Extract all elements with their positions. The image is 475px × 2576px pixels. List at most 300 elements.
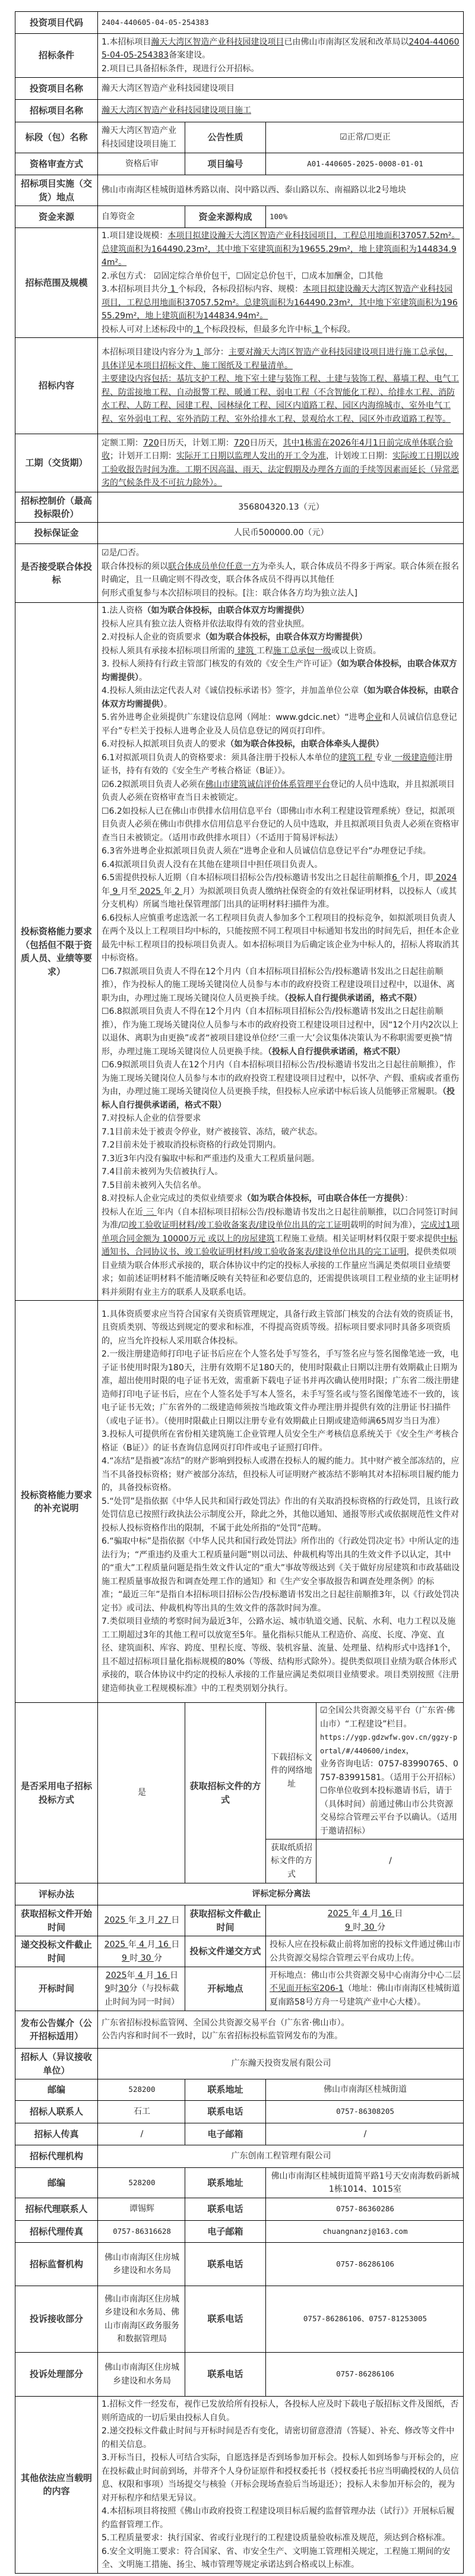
text-segment: 个标段投标，但最多允许中标: [203, 324, 312, 334]
row-scope: [15, 228, 464, 338]
notice-nature-checkbox: ☑正常/☐更正: [266, 122, 464, 153]
text-segment: 分（与投标截止时间为同一时间）: [104, 1984, 179, 2007]
opening-time: [98, 1967, 185, 2011]
paragraph: [102, 1615, 461, 1695]
label: 投标保证金: [15, 523, 98, 544]
text-segment: 个标段。: [322, 324, 356, 334]
paragraph: [102, 711, 461, 738]
paragraph: [102, 2505, 461, 2531]
underlined-segment: 9: [121, 1953, 130, 1963]
text-segment: 年: [351, 1909, 360, 1918]
text-segment: 年: [128, 1940, 137, 1949]
text-segment: ，计划竣工日期：: [326, 451, 392, 461]
tenderer-phone: 0757-86308205: [266, 2101, 464, 2123]
underlined-segment: 企业: [365, 713, 382, 722]
paragraph: [102, 1058, 461, 1112]
row-deposit: [15, 523, 464, 544]
text-segment: ，提供类似项目业绩为联合体形式承接的，联合体协议中约定的投标人承接的工作量应当满足类似项目业绩要求；如前述证明材料不能清晰反映有关特征和必要信息的，还需提供该项目工程业绩的业主证明材料并须附有业主方的联系人及联系电话。: [102, 1247, 459, 1297]
label: 工期（交货期）: [15, 434, 98, 492]
underlined-segment: 本项目拟建设瀚天大湾区智造产业科技园项目，工程总用地面积37057.52m²。总建筑面积为164490.23m²，其中地下室建筑面积为19655.29m²，地上建筑面积为144834.94m²。: [102, 231, 460, 267]
text-segment: 3.本招标项目共分: [102, 285, 168, 294]
row-agency-zip: [15, 2168, 464, 2198]
text-segment: 日历天，: [249, 438, 283, 448]
bold-segment: （如为联合体投标，由联合体牵头人提供）: [226, 739, 384, 749]
text-segment: ☐6.2如投标人已在佛山市供排水信用信息平台（即佛山市水利工程建设管理系统）登记，拟派项目负责人必须在佛山市供排水信用信息平台登记的人员中选取，并且拟派项目负责人必须在资格审查当日未被锁定。（适用市政供排水项目）（不适用于简易评标法）: [102, 806, 459, 843]
paragraph: [102, 1952, 182, 1965]
paragraph: [102, 845, 461, 858]
text-segment: 分: [154, 1953, 163, 1963]
electronic-value: 是: [98, 1703, 185, 1883]
text-segment: 日: [171, 1940, 180, 1949]
paragraph: [102, 1206, 461, 1300]
paragraph: [320, 1758, 461, 1784]
text-segment: 2.项目已具备招标条件，现进行公开招标。: [102, 64, 259, 74]
text-segment: 分: [377, 1922, 386, 1932]
underlined-segment: 主要对瀚天大湾区智造产业科技园建设项目进行施工总承包，具体详见本项目招标文件、施工图纸及工程量清单。: [102, 347, 453, 371]
label: 联系地址: [185, 2168, 266, 2198]
label: 投标文件递交方式: [185, 1936, 266, 1967]
paragraph: [102, 1982, 182, 2009]
invest-name-value: 瀚天大湾区智造产业科技园建设项目: [98, 78, 464, 100]
row-tenderer-contact: [15, 2101, 464, 2123]
text-segment: ：: [404, 1194, 413, 1203]
text-segment: 7.对投标人企业的信誉要求: [102, 1114, 201, 1123]
label: 开标时间: [15, 1967, 98, 2011]
text-segment: 5.省外进粤企业须提供广东建设信息网（网址：www.gdcic.net）“进粤: [102, 713, 366, 722]
paragraph: [102, 618, 461, 631]
underlined-segment: 竣工验收证明材料/竣工验收备案表/建设单位出具的完工证明: [128, 1221, 350, 1230]
underlined-segment: 9: [344, 1922, 353, 1932]
paragraph: [102, 1165, 461, 1179]
paragraph: [102, 751, 461, 778]
row-agency-contact: [15, 2198, 464, 2221]
text-segment: ，: [406, 1746, 414, 1756]
label: 资金来源: [15, 206, 98, 228]
text-segment: 3.投标人可提供所在省份相关建筑施工企业管理人员安全生产考核信息系统关于《安全生产考核合格证（B证）》的证书查询信息网页打印件或电子证照打印件。: [102, 1430, 459, 1453]
text-segment: 月: [145, 1970, 154, 1980]
row-consortium: [15, 544, 464, 603]
text-segment: 时: [353, 1922, 362, 1932]
text-segment: 备案建设。: [169, 50, 211, 61]
bold-segment: （投标人自行提供承诺函，格式不限）: [102, 1087, 455, 1110]
text-segment: 联合体投标的须以: [102, 561, 168, 571]
label: 招标条件: [15, 34, 98, 78]
underlined-segment: 2025: [137, 886, 164, 896]
underlined-segment: 3: [136, 1916, 147, 1926]
underlined-segment: 本项目拟建设瀚天大湾区智造产业科技园项目，工程总用地面积37057.52m²。总建筑面积为164490.23m²，其中地下室建筑面积为19655.29m²，地上建筑面积为144834.94m²。: [102, 285, 458, 321]
underlined-segment: 不见面开标室206-1: [270, 1984, 344, 1994]
bold-segment: （如为联合体投标，由联合体双方均需提供）: [102, 686, 459, 709]
paragraph: [102, 1112, 461, 1126]
row-control-price: [15, 492, 464, 523]
row-obtain-time: [15, 1905, 464, 1936]
text-segment: 6.对投标人拟派项目负责人的要求: [102, 739, 226, 749]
text-segment: 为牵头人，联合体成员不得多于两家。联合体须在报名时确定，且一旦确定则不得改变，联合体各成员不得再以其他任: [102, 561, 459, 584]
text-segment: 4.投标人须由法定代表人对《诚信投标承诺书》签字，并加盖单位公章: [102, 686, 359, 696]
bold-segment: （如为联合体投标，可由联合体任一方提供）: [242, 1194, 405, 1203]
paragraph: [102, 1308, 461, 1348]
underlined-segment: 720: [143, 438, 159, 448]
supplement-value: [98, 1301, 464, 1703]
text-segment: 已由佛山市南海区发展和改革局以: [284, 37, 409, 47]
funding-value: 自筹资金: [98, 206, 185, 228]
text-segment: ；计划开工日期：: [110, 451, 176, 461]
agency-zip: 528200: [98, 2168, 185, 2198]
paragraph: [102, 644, 461, 658]
label: 下载招标文件的网络地址: [266, 1703, 316, 1839]
label: 公告性质: [185, 122, 266, 153]
row-duration: [15, 434, 464, 492]
text-segment: 7.1目前未处于被责令停业，财产被接管、冻结，破产状态。: [102, 1127, 323, 1137]
text-segment: 定额工期：: [102, 438, 143, 448]
label: 招标代理机构: [15, 2145, 98, 2168]
underlined-segment: 其中1栋需在2026年4月1日前完成单体联合验收: [102, 438, 453, 461]
paragraph: [102, 1914, 182, 1927]
row-qualification: [15, 603, 464, 1301]
underlined-segment: 一级建造师: [391, 753, 436, 763]
row-agency-fax: [15, 2221, 464, 2243]
text-segment: 。: [164, 699, 172, 709]
underlined-segment: 三: [143, 1207, 157, 1217]
row-evaluation: [15, 1883, 464, 1905]
obtain-end-time: [266, 1905, 464, 1936]
label: 投标资格能力要求（包括但不限于资质人员、业绩等要求）: [15, 603, 98, 1301]
underlined-segment: 30: [361, 1922, 378, 1932]
paragraph: [102, 283, 461, 323]
text-segment: 2.承包方式： ☑固定综合单价包干，☐固定总价包干，☐成本加酬金，☐其他: [102, 271, 384, 281]
label: 投诉处理部分: [15, 2353, 98, 2397]
bold-segment: （如为联合体投标，由联合体双方均需提供）: [102, 659, 457, 682]
label: 项目编号: [185, 153, 266, 175]
label: 投诉接收部分: [15, 2286, 98, 2353]
tender-name-value: 瀚天大湾区智造产业科技园建设项目施工: [102, 106, 251, 116]
paragraph: [102, 1139, 461, 1152]
row-review: [15, 153, 464, 175]
evaluation-value: 评标定标分离法: [98, 1883, 464, 1905]
text-segment: 6.“骗取中标”是指依据《中华人民共和国行政处罚法》所作出的《行政处罚决定书》中所认定的违法行为；“严重违约及重大工程质量问题”则以司法、仲裁机构等出具的生效文件予以认定，其中的“重大”工程质量问题是指生效文件认定的“重大”事故等级达到《关于做好房屋建筑和市政基础设施工程质量事故报告和调查处理工作的通知》和《生产安全事故报告和调查处理条例》的标准；“最近三年”是指自本招标项目招标公告/投标邀请书发出之日起往前顺推3年，以《行政处罚决定书》或司法、仲裁机构等出具的生效文件的落款时间为准。: [102, 1537, 460, 1613]
agency-email[interactable]: chuangnanzj@163.com: [266, 2221, 464, 2243]
paragraph: [102, 778, 461, 805]
location-value: 佛山市南海区桂城街道林秀路以南、岗中路以西、泰山路以东、南福路以北2号地块: [98, 175, 464, 206]
text-segment: 本招标项目建设内容分为: [102, 347, 193, 357]
text-segment: 专业: [375, 753, 392, 763]
underlined-segment: 1: [167, 285, 179, 294]
label: 招标项目实施（交货）地点: [15, 175, 98, 206]
complaint-receive-value: 佛山市南海区住房城乡建设和水务局、佛山市南海区政务服务和数据管理局: [98, 2286, 185, 2353]
project-number: A01-440605-2025-0008-01-01: [266, 153, 464, 175]
label: 联系电话: [185, 2286, 266, 2353]
underlined-segment: 30: [138, 1953, 154, 1963]
row-submit: [15, 1936, 464, 1967]
text-segment: 日: [394, 1909, 403, 1918]
text-segment: 年: [126, 1970, 135, 1980]
underlined-segment: 中标通知书、合同协议书、竣工验收证明材料/竣工验收备案表/建设单位出具的完工证明: [102, 1234, 458, 1257]
label: 招标控制价（最高投标限价）: [15, 492, 98, 523]
label: 其他依法应当载明的内容: [15, 2397, 98, 2574]
text-segment: 1.本招标项目: [102, 37, 151, 47]
paragraph: [102, 1126, 461, 1139]
underlined-segment: 27: [155, 1916, 172, 1926]
complaint-handle-phone: 0757-86286106: [266, 2353, 464, 2397]
row-supervision: [15, 2243, 464, 2286]
row-project-code: [15, 12, 464, 34]
agency-fax: 0757-86316628: [98, 2221, 185, 2243]
text-segment: 年: [102, 886, 110, 896]
row-electronic: [15, 1703, 464, 1839]
underlined-segment: 4: [135, 1970, 146, 1980]
text-segment: 广东省招标投标监管网、全国公共资源交易平台（广东省·佛山市）。: [102, 2018, 350, 2028]
text-segment: 6.3省外进粤企业拟派项目负责人须在“进粤企业和人员诚信信息登记平台”办理登记手续。: [102, 846, 431, 856]
submit-method: 投标人应在投标截止前将加密的投标文件通过佛山市公共资源交易综合管理云平台成功上传。: [266, 1936, 464, 1967]
text-segment: 2.递交投标文件截止时间与开标时间是否有变化，请密切留意澄清（答疑）、补充、修改等文件中的相关信息。: [102, 2426, 455, 2449]
text-segment: ☐你单位收到本投标邀请书后，请于（具体时间）前通过佛山市公共资源交易综合管理云平台予以确认。（适用于邀请招标）: [320, 1786, 457, 1836]
label: 资格审查方式: [15, 153, 98, 175]
underlined-segment: 6: [391, 873, 400, 883]
label: 招标人联系人: [15, 2101, 98, 2123]
underlined-segment: 2025: [105, 1970, 127, 1980]
paragraph: [102, 1005, 461, 1058]
paragraph: [102, 1938, 182, 1952]
text-segment: 部分：: [203, 347, 229, 357]
text-segment: 日: [171, 1916, 180, 1926]
underlined-segment: 16: [155, 1940, 172, 1949]
label: 投资项目代码: [15, 12, 98, 34]
row-complaint-receive: [15, 2286, 464, 2353]
text-segment: 工程施工业绩。相关证明材料仅限于要求提供: [274, 1234, 441, 1244]
paragraph: [320, 1704, 461, 1731]
paragraph: [102, 437, 461, 490]
label: 电子邮箱: [185, 2221, 266, 2243]
label: 获取招标文件截止时间: [185, 1905, 266, 1936]
consortium-value: [98, 544, 464, 603]
row-agency: [15, 2145, 464, 2168]
paragraph: [102, 2030, 461, 2043]
content-value: [98, 338, 464, 434]
paragraph: [102, 965, 461, 1006]
paper-docs-value: /: [316, 1839, 464, 1883]
label: 联系电话: [185, 2198, 266, 2221]
paragraph: [102, 546, 461, 560]
paragraph: [102, 2451, 461, 2505]
underlined-segment: 1: [193, 324, 204, 334]
bold-segment: （投标人自行提供承诺函，格式不限）: [268, 1047, 405, 1057]
underlined-segment: 1: [193, 347, 204, 357]
text-segment: 投标人应具有独立法人资格并依法取得有效的营业执照。: [102, 619, 309, 629]
underlined-segment: 实际竣工日期以竣工验收报告时间为准。工期不因高温、雨天、法定假期及办理各方面的手续等因素而延长（异常恶劣的气候条件及不可抗力除外）。: [102, 451, 459, 488]
paragraph: [102, 912, 461, 965]
text-segment: 投标人须具有承接本招标项目所需的: [102, 646, 235, 656]
underlined-segment: 2: [172, 886, 183, 896]
text-segment: 6.5需提供投标人近期（自本招标项目招标公告/投标邀请书发出之日起往前顺推: [102, 873, 392, 883]
paragraph: [102, 270, 461, 283]
label: 招标代理联系人: [15, 2198, 98, 2221]
text-segment: 月: [147, 1940, 156, 1949]
text-segment: 4.本招标项目将按照《佛山市政府投资工程建设项目标后履约监督管理办法（试行）》开展标后履约监督管理工作。: [102, 2507, 455, 2530]
underlined-segment: 2025: [104, 1916, 128, 1926]
text-segment: 8.对投标人企业完成过的类似业绩要求: [102, 1194, 243, 1203]
label: 标段（包）名称: [15, 122, 98, 153]
tenderer-contact: 石工: [98, 2101, 185, 2123]
text-segment: 日: [170, 1970, 179, 1980]
text-segment: 3.开标当日，投标人可结合实际，自愿选择是否到场参加开标会。投标人如到场参与开标会的，应在投标截止时间前到场，并带齐个人身份证原件和授权委托书（授权委托书应当明确授权的人员信息、权限和事项）当场提交与核验（开标会现场查验后当场退还）；投标人未参加开标会的，视为对开标程序和结果无异议。: [102, 2453, 459, 2503]
paragraph: [102, 604, 461, 618]
label: 评标办法: [15, 1883, 98, 1905]
label: 是否接受联合体投标: [15, 544, 98, 603]
text-segment: 业务咨询电话：0757-83990765、0757-83991581。（适用于公开招标）: [320, 1759, 461, 1782]
supervision-phone: 0757-86286106: [266, 2243, 464, 2286]
underlined-segment: 2025: [327, 1909, 352, 1918]
paragraph: [102, 1455, 461, 1495]
paragraph: [102, 1535, 461, 1615]
supervision-value: 佛山市南海区住房城乡建设和水务局: [98, 2243, 185, 2286]
row-tenderer-fax: [15, 2123, 464, 2145]
text-segment: 月）为拟派项目负责人缴纳社保资金的有效社保证明材料，以投标人（或其分支机构）所属当地社保管理部门出具的证明材料扫描件为准。: [102, 886, 457, 909]
label: 获取招标文件的方式: [185, 1703, 266, 1883]
text-segment: 7.2目前未处于被取消投标资格的行政处罚期内。: [102, 1140, 281, 1150]
underlined-segment: 建筑工程: [339, 753, 375, 763]
label: 招标监督机构: [15, 2243, 98, 2286]
paragraph: [102, 346, 461, 372]
paragraph: [320, 1784, 461, 1838]
section-value: 瀚天大湾区智造产业科技园建设项目施工: [98, 122, 185, 153]
text-segment: 年内（自本招标项目招标公告/投标邀请书发出之日起往前顺推，以☐合同签订时间为准/☑: [102, 1207, 458, 1230]
tenderer-email: /: [266, 2123, 464, 2145]
qualification-value: [98, 603, 464, 1301]
text-segment: ☑是/☐否。: [102, 548, 144, 558]
text-segment: 1.具体资质要求应当符合国家有关资质管理规定，具备行政主管部门核发的合法有效的资质证书，且资质类别、等级达到规定的要求和标准，不得提高资质等级。招标项目要求同时具备多项资质的，应当允许投标人采用联合体投标。: [102, 1309, 459, 1346]
paragraph: [102, 1969, 182, 1983]
review-value: 资格后审: [98, 153, 185, 175]
text-segment: 投标人可对上述标段中的: [102, 324, 193, 334]
paragraph: [102, 1179, 461, 1193]
text-segment: 年: [163, 886, 172, 896]
text-segment: 7.3近3年内没有骗取中标和严重违约及重大工程质量问题。: [102, 1153, 320, 1164]
submit-deadline: [98, 1936, 185, 1967]
paragraph: [102, 62, 461, 76]
text-segment: 6.4拟派项目负责人没有在其他在建项目中担任项目负责人。: [102, 859, 323, 870]
tender-announcement-table: [15, 11, 464, 2574]
paragraph: [102, 1152, 461, 1166]
conditions-value: [98, 34, 464, 78]
text-segment: 7.5目前未被列入失信名单。: [102, 1180, 207, 1190]
text-segment: 1.法人资格: [102, 606, 143, 615]
label: 投资项目名称: [15, 78, 98, 100]
text-segment: 开标地点：佛山市公共资源交易中心南海分中心二层: [270, 1970, 461, 1980]
text-segment: 个月，即: [400, 873, 433, 883]
row-invest-name: [15, 78, 464, 100]
portal-link[interactable]: https://ygp.gdzwfw.gov.cn/ggzy-portal/#/440600/index: [320, 1733, 458, 1755]
paragraph: [102, 2398, 461, 2425]
row-tenderer-zip: [15, 2079, 464, 2101]
row-supplement: [15, 1301, 464, 1703]
paragraph: [102, 631, 461, 644]
text-segment: 5.“处罚”是指依据《中华人民共和国行政处罚法》作出的有关取消投标资格的行政处罚，且该行政处罚信息已按照行政执法公示制度公开，除此之外，其他以通知、通报等形式或依据规范性文件对投标人投标资格作出的限制，不属于此处所指的“处罚”范畴。: [102, 1496, 459, 1533]
underlined-segment: 1: [311, 324, 322, 334]
text-segment: （地址：佛山市南海区桂城街道夏南路58号方舟一号建筑产业中心大楼）。: [270, 1984, 460, 2007]
project-code-value: 2404-440605-04-05-254383: [98, 12, 464, 34]
scope-value: [98, 228, 464, 338]
paragraph: [102, 372, 461, 426]
tenderer-value: 广东瀚天投资发展有限公司: [98, 2049, 464, 2079]
paragraph: [102, 2016, 461, 2030]
agency-address: 佛山市南海区桂城街道简平路1号天安南海数码新城1栋1014、1015室: [266, 2168, 464, 2198]
paragraph: [102, 229, 461, 270]
text-segment: 年: [128, 1916, 137, 1926]
bold-segment: （投标人自行提供承诺函，格式不限）: [284, 993, 422, 1003]
underlined-segment: 16: [378, 1909, 395, 1918]
complaint-handle-value: 佛山市南海区住房城乡建设和水务局: [98, 2353, 185, 2397]
row-conditions: [15, 34, 464, 78]
text-segment: 4.“冻结”是指被“冻结”的财产影响到投标人或潜在投标人的履约能力。其中财产被全部冻结的，应当不具备投标资格；财产被部分冻结，但投标人可证明财产被冻结不影响其对本招标项目履约能力的，具备投标资格。: [102, 1456, 460, 1493]
paragraph: [102, 560, 461, 587]
text-segment: 。: [139, 672, 147, 682]
paragraph: [102, 805, 461, 845]
underlined-segment: 2025: [104, 1940, 128, 1949]
label: 招标内容: [15, 338, 98, 434]
underlined-segment: 施工总承包一级: [273, 646, 331, 656]
label: 开标地点: [185, 1967, 266, 2011]
control-price-value: 356804320.13（元）: [98, 492, 464, 523]
label: 联系电话: [185, 2353, 266, 2397]
paragraph: [102, 1192, 461, 1206]
underlined-segment: 主要建设内容包括：基坑支护工程、地下室土建与装饰工程、土建与装饰工程、幕墙工程、电气工程、防雷接地工程、自动报警工程、暖通工程、弱电工程（不含智能化工程）、给排水工程、消防水工程、人防工程、园建工程、园林绿化工程、园区内道路工程、园区内海绵城市、室外电气工程、室外弱电工程、室外消防工程、室外给排水工程、景观给水工程、园区外市政道路工程等。: [102, 374, 459, 424]
text-segment: 和人员诚信信息登记平台”专栏关于投标人进粤企业及人员信息登记的网页打印件。: [102, 713, 457, 736]
label: 招标人（异议接收单位）: [15, 2049, 98, 2079]
row-media: [15, 2011, 464, 2049]
label: 招标人传真: [15, 2123, 98, 2145]
paragraph: [102, 2545, 461, 2572]
bold-segment: （如为联合体投标，由联合体双方均需提供）: [201, 633, 368, 642]
text-segment: 6.安全文明施工要求：符合国家、省、市安全生产、文明施工管理相关规定，工程施工期间的安全、文明施工措施、扬尘、城市管理等规定承诺达到合格或以上标准。: [102, 2546, 451, 2569]
text-segment: 月: [370, 1909, 379, 1918]
label: 获取招标文件开始时间: [15, 1905, 98, 1936]
underlined-segment: 9: [104, 1984, 110, 1994]
tenderer-zip: 528200: [98, 2079, 185, 2101]
text-segment: ☑6.2拟派项目负责人必须在: [102, 779, 205, 789]
row-funding: [15, 206, 464, 228]
underlined-segment: 瀚天大湾区智造产业科技园建设项目: [151, 37, 284, 47]
row-complaint-handle: [15, 2353, 464, 2397]
underlined-segment: 完成过1项单项合同金额为 10000万元 或以上的房屋建筑: [102, 1221, 460, 1244]
row-tenderer: [15, 2049, 464, 2079]
label: 邮编: [15, 2079, 98, 2101]
text-segment: 注册证书，持有有效的《安全生产考核合格证（B证）》。: [102, 753, 453, 776]
download-address-value: [316, 1703, 464, 1839]
tenderer-fax: /: [98, 2123, 185, 2145]
text-segment: 日历天，计划工期：: [159, 438, 234, 448]
label: 是否采用电子招标投标方式: [15, 1703, 98, 1883]
underlined-segment: 2024: [433, 873, 457, 883]
label: 电子邮箱: [185, 2123, 266, 2145]
tenderer-address: 佛山市南海区桂城街道: [266, 2079, 464, 2101]
paragraph: [102, 684, 461, 711]
text-segment: ☐6.8拟派项目负责人不得在12个月内（自本招标项目招标公告/投标邀请书发出之日起往前顺推），作为施工现场关键岗位人员参与本市的政府投资工程建设项目过程中，因“12个月内2次以上以退休、离职为由更换”或者“被项目建设单位经‘三重一大’会议集体决策认为不称职需要更换”情形，办理过施工现场关键岗位人员更换手续。: [102, 1007, 458, 1057]
tender-name-cell: [98, 100, 464, 122]
underlined-segment: 30: [118, 1984, 129, 1994]
paragraph: [320, 1731, 461, 1758]
text-segment: 投标人在近: [102, 1207, 143, 1217]
paragraph: [102, 36, 461, 62]
text-segment: 工程: [256, 646, 273, 656]
text-segment: 1.项目建设规模：: [102, 231, 168, 241]
row-section: [15, 122, 464, 153]
other-value: [98, 2397, 464, 2574]
paragraph: [270, 1921, 461, 1935]
underlined-segment: 16: [154, 1970, 170, 1980]
agency-value: 广东创南工程管理有限公司: [98, 2145, 464, 2168]
label: 获取纸质招标文件的方式: [266, 1839, 316, 1883]
complaint-receive-phone: 0757-86286106、0757-81253005: [266, 2286, 464, 2353]
